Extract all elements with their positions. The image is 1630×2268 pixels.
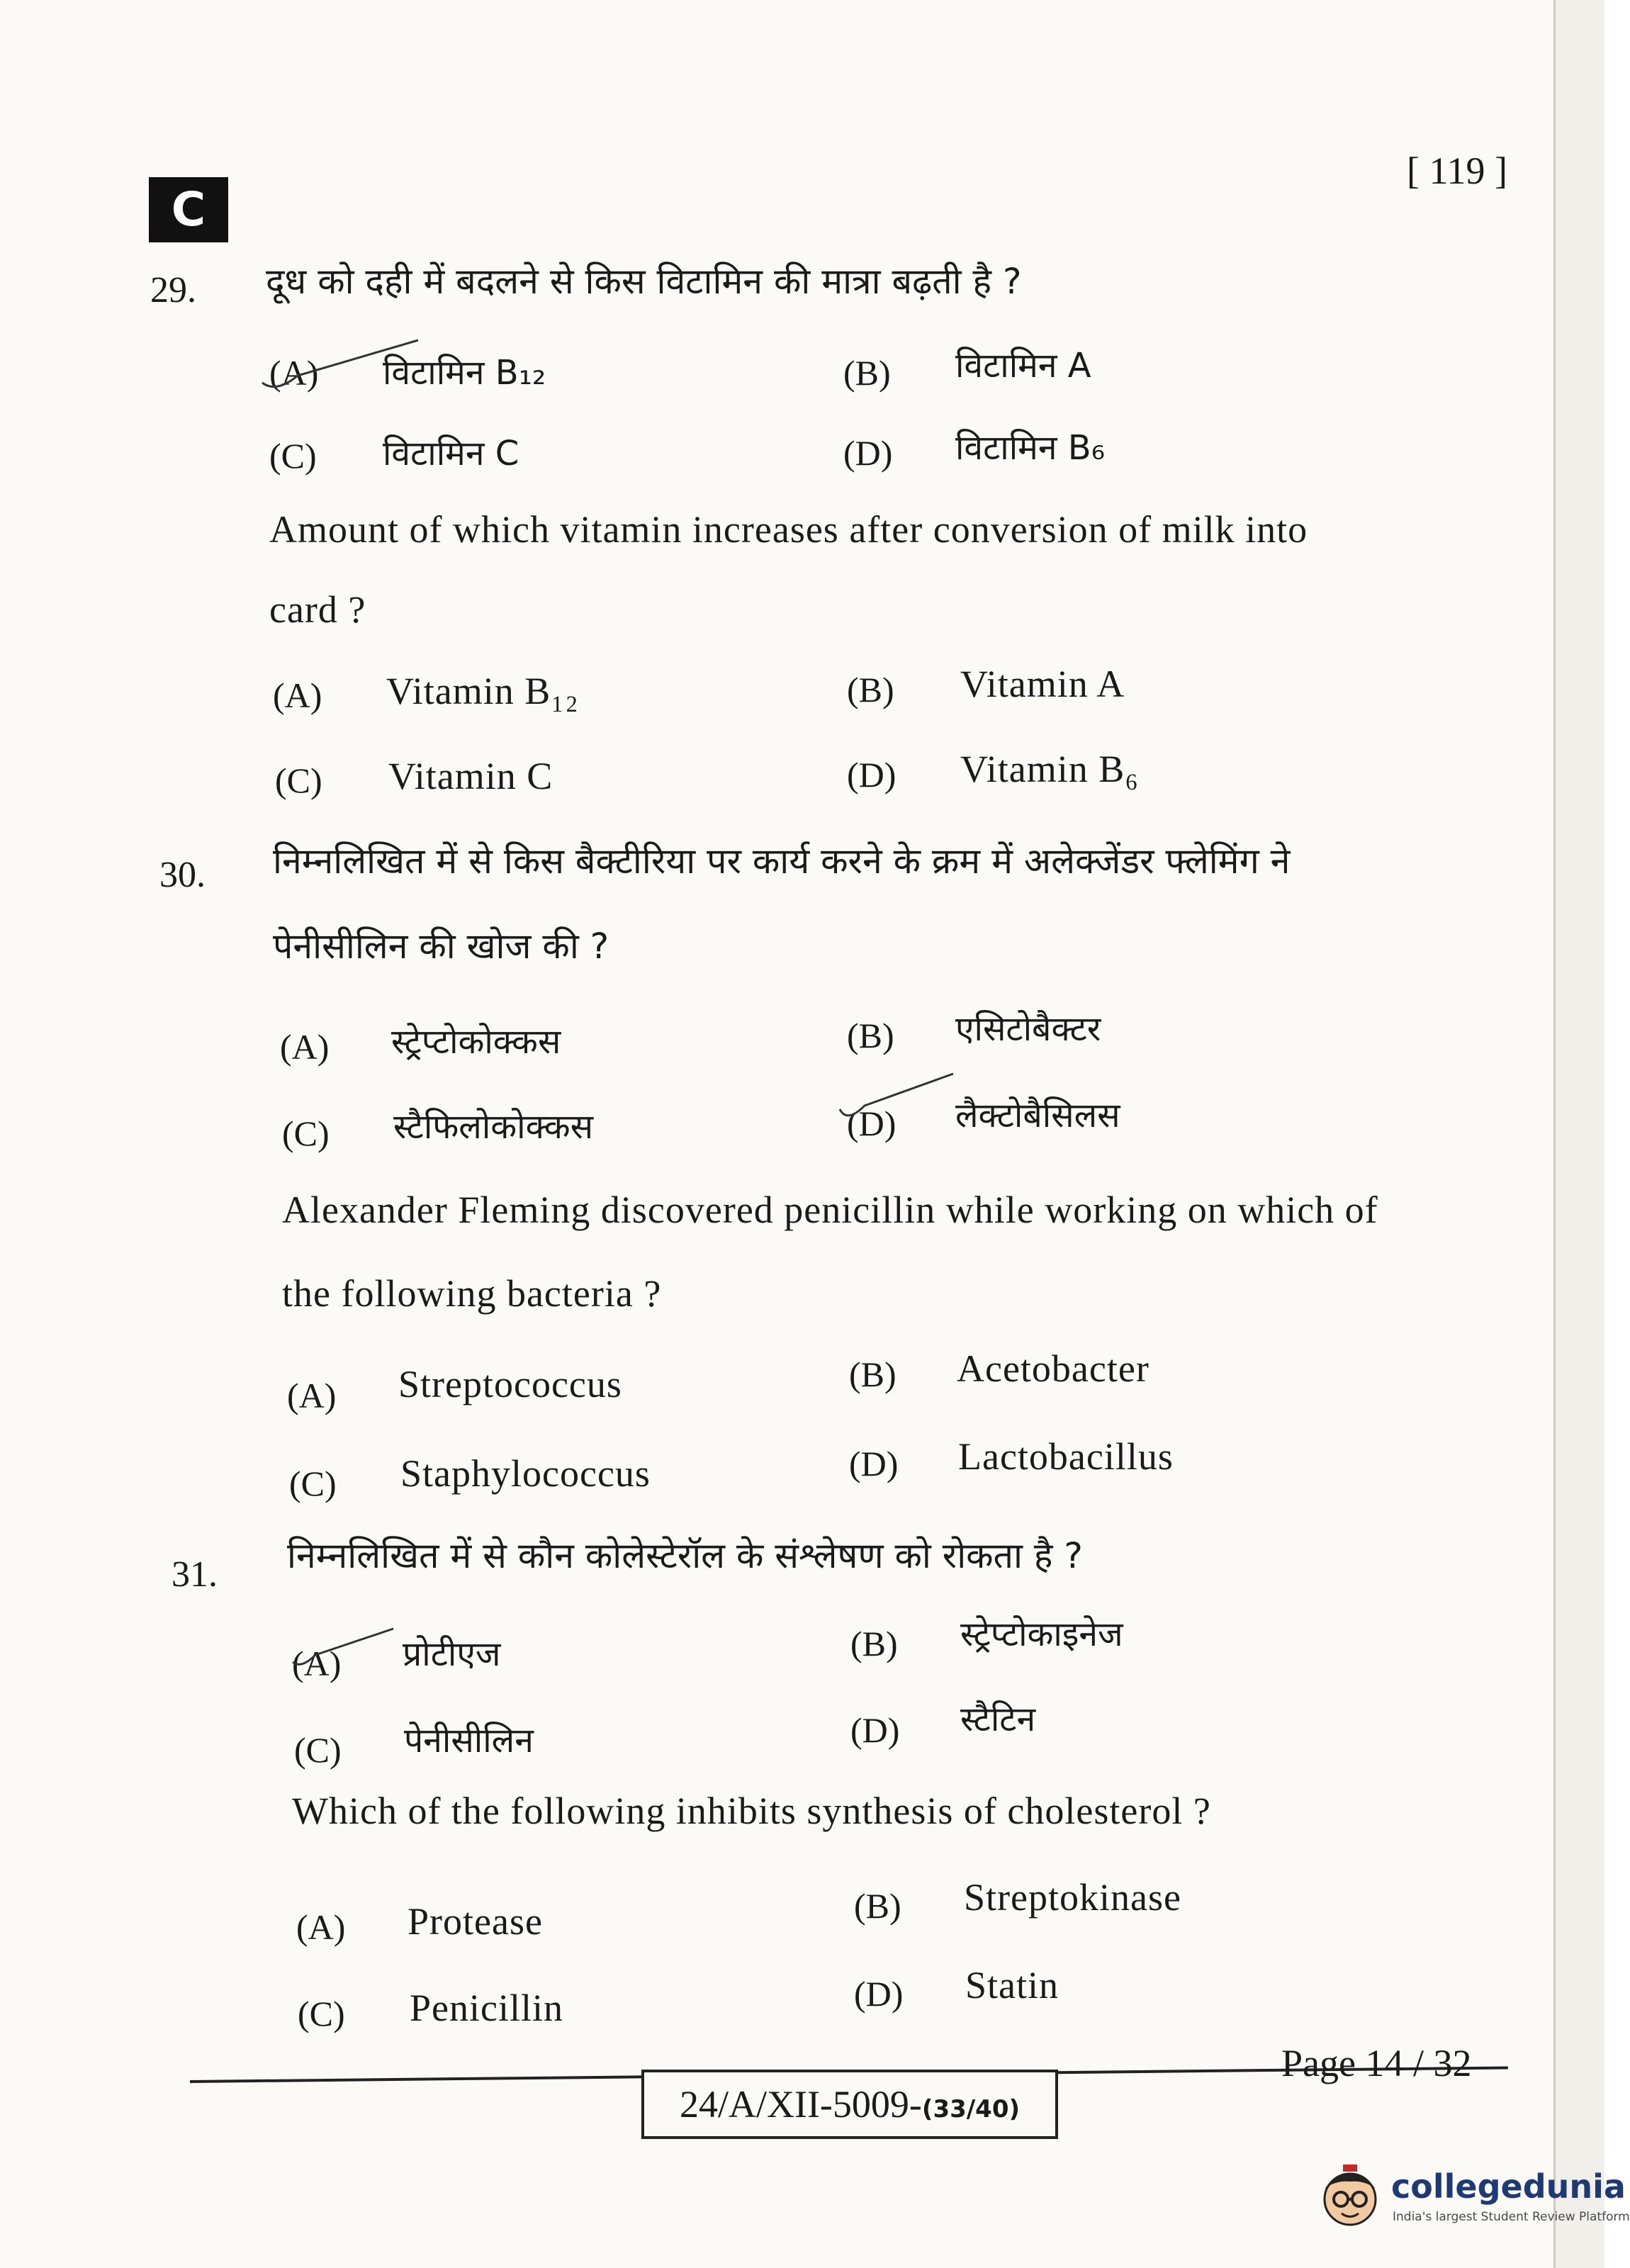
question-number: 29. <box>150 270 196 310</box>
option-text: लैक्टोबैसिलस <box>955 1096 1120 1135</box>
question-english-line2: the following bacteria ? <box>282 1272 662 1315</box>
option-text: विटामिन A <box>955 346 1091 386</box>
question-english-line1: Alexander Fleming discovered penicillin while working on which of <box>282 1189 1378 1231</box>
option-letter: (C) <box>282 1113 330 1153</box>
option-text: एसिटोबैक्टर <box>955 1009 1101 1049</box>
question-number: 31. <box>172 1554 218 1595</box>
question-english-line2: card ? <box>269 588 366 631</box>
option-letter: (B) <box>843 353 891 393</box>
question-hindi-line2: पेनीसीलिन की खोज की ? <box>273 926 609 967</box>
question-hindi: दूध को दही में बदलने से किस विटामिन की मात्रा बढ़ती है ? <box>266 261 1022 302</box>
option-letter: (A) <box>292 1644 342 1683</box>
option-letter: (D) <box>849 1444 899 1483</box>
option-letter: (C) <box>275 760 322 800</box>
question-english-line1: Amount of which vitamin increases after conversion of milk into <box>269 508 1308 551</box>
question-english: Which of the following inhibits synthesis of cholesterol ? <box>292 1790 1211 1832</box>
paper-code: 24/A/XII-5009- <box>679 2083 922 2126</box>
option-letter: (C) <box>269 436 317 476</box>
option-letter: (B) <box>849 1354 896 1394</box>
option-text: प्रोटीएज <box>403 1634 501 1674</box>
option-text: Staphylococcus <box>400 1452 651 1495</box>
option-text: Vitamin C <box>388 755 553 797</box>
option-letter: (C) <box>298 1994 345 2033</box>
option-letter: (B) <box>847 670 894 709</box>
option-letter: (D) <box>854 1974 904 2014</box>
option-text: विटामिन C <box>383 434 519 473</box>
option-letter: (A) <box>296 1907 346 1947</box>
option-letter: (D) <box>850 1710 900 1750</box>
option-text: स्टैटिन <box>960 1700 1036 1739</box>
option-letter: (A) <box>269 353 319 393</box>
option-text: स्ट्रेप्टोकोक्कस <box>391 1022 561 1062</box>
option-text: विटामिन B₁₂ <box>383 353 546 393</box>
option-letter: (D) <box>843 433 893 473</box>
pen-tick-mark <box>255 333 425 397</box>
question-number: 30. <box>159 855 206 895</box>
option-letter: (A) <box>287 1376 337 1415</box>
option-letter: (B) <box>854 1886 901 1926</box>
pen-tick-mark <box>287 1623 400 1673</box>
option-letter: (A) <box>280 1027 330 1067</box>
option-text: स्टैफिलोकोक्कस <box>393 1107 594 1147</box>
set-badge: C <box>149 177 228 242</box>
student-mascot-icon <box>1315 2160 1386 2231</box>
paper-code-box <box>641 2070 1058 2139</box>
option-letter: (D) <box>847 755 896 795</box>
option-text: Protease <box>408 1900 543 1943</box>
pen-tick-mark <box>833 1067 960 1130</box>
option-text: Streptokinase <box>964 1876 1181 1919</box>
page-number: Page 14 / 32 <box>1281 2042 1472 2084</box>
option-letter: (B) <box>847 1016 894 1055</box>
watermark-logo <box>1315 2155 1630 2240</box>
option-text: Vitamin B₆ <box>960 748 1140 790</box>
question-hindi: निम्नलिखित में से कौन कोलेस्टेरॉल के संश्लेषण को रोकता है ? <box>287 1535 1083 1576</box>
option-text: विटामिन B₆ <box>955 428 1105 468</box>
option-text: Streptococcus <box>398 1363 622 1405</box>
option-text: पेनीसीलिन <box>404 1721 534 1761</box>
brand-name: collegedunia <box>1391 2167 1626 2206</box>
option-text: Acetobacter <box>957 1347 1150 1390</box>
option-text: Statin <box>965 1964 1060 2006</box>
question-hindi-line1: निम्नलिखित में से किस बैक्टीरिया पर कार्य करने के क्रम में अलेक्जेंडर फ्लेमिंग ने <box>273 841 1291 882</box>
option-letter: (B) <box>850 1624 898 1663</box>
option-text: Vitamin A <box>960 663 1125 705</box>
page-edge <box>1553 0 1604 2268</box>
brand-tagline: India's largest Student Review Platform <box>1393 2210 1630 2224</box>
option-letter: (D) <box>847 1104 896 1143</box>
option-letter: (C) <box>289 1464 337 1503</box>
paper-code-suffix: (33/40) <box>921 2095 1021 2123</box>
option-text: स्ट्रेप्टोकाइनेज <box>960 1615 1123 1654</box>
option-text: Lactobacillus <box>958 1435 1174 1478</box>
option-letter: (A) <box>273 675 322 715</box>
option-text: Penicillin <box>410 1987 563 2029</box>
option-text: Vitamin B₁₂ <box>386 670 579 712</box>
page-code: [ 119 ] <box>1407 150 1507 192</box>
option-letter: (C) <box>294 1730 342 1770</box>
